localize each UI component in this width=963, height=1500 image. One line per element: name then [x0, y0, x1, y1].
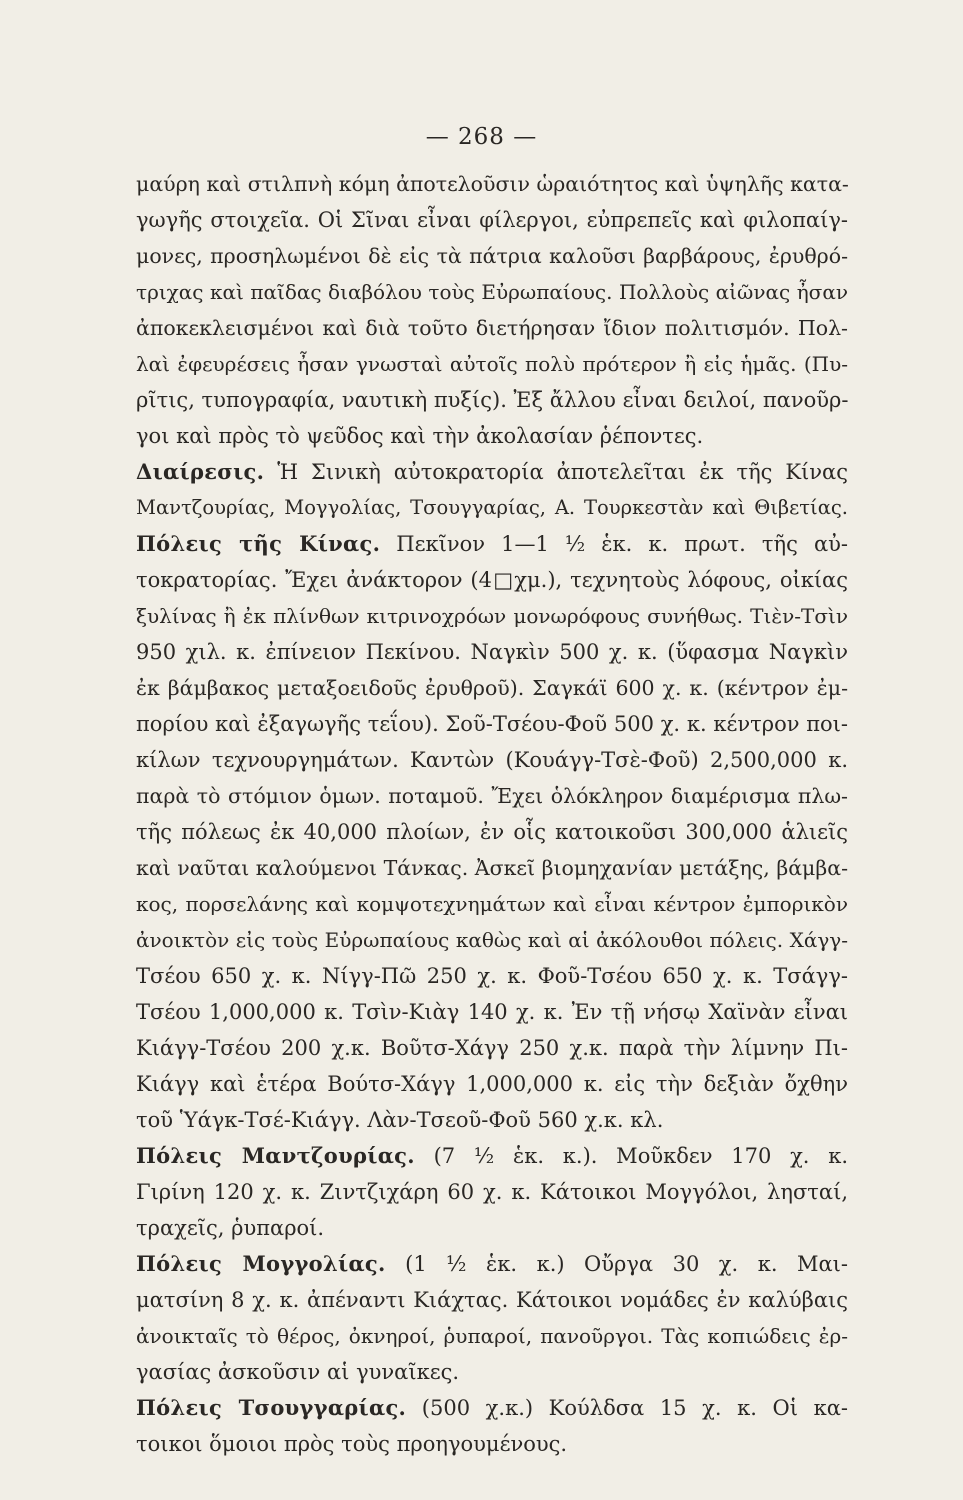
text-line [136, 238, 848, 274]
text-line [136, 1138, 848, 1174]
text-run: 950 χιλ. κ. ἐπίνειον Πεκίνου. Ναγκὶν 500 χ. κ. (ὕφασμα Ναγκὶν [136, 640, 848, 664]
section-heading: Πόλεις Μαντζουρίας. [136, 1143, 415, 1168]
text-run: ἀνοικτὸν εἰς τοὺς Εὐρωπαίους καθὼς καὶ αἱ ἀκόλουθοι πόλεις. Χάγγ- [136, 928, 848, 952]
text-run: Τσέου 650 χ. κ. Νίγγ-Πῶ 250 χ. κ. Φοῦ-Τσέου 650 χ. κ. Τσάγγ- [136, 964, 848, 988]
text-run: τριχας καὶ παῖδας διαβόλου τοὺς Εὐρωπαίους. Πολλοὺς αἰῶνας ἦσαν [136, 280, 848, 304]
text-run: λαὶ ἐφευρέσεις ἦσαν γνωσταὶ αὐτοῖς πολὺ πρότερον ἢ εἰς ἡμᾶς. (Πυ- [136, 352, 848, 376]
text-line [136, 922, 848, 958]
text-line [136, 634, 848, 670]
text-run: (500 χ.κ.) Κούλδσα 15 χ. κ. Οἱ κα- [406, 1396, 849, 1420]
text-run: ἐκ βάμβακος μεταξοειδοῦς ἐρυθροῦ). Σαγκάϊ 600 χ. κ. (κέντρον ἐμ- [136, 676, 848, 700]
text-run: τοκρατορίας. Ἔχει ἀνάκτορον (4□χμ.), τεχνητοὺς λόφους, οἰκίας [136, 568, 848, 592]
section-heading: Πόλεις τῆς Κίνας. [136, 531, 381, 556]
text-line [136, 562, 848, 598]
text-line [136, 274, 848, 310]
text-line [136, 994, 848, 1030]
text-line [136, 742, 848, 778]
text-run: Ἡ Σινικὴ αὐτοκρατορία ἀποτελεῖται ἐκ τῆς Κίνας [264, 460, 848, 484]
text-run: πορίου καὶ ἐξαγωγῆς τεΐου). Σοῦ-Τσέου-Φοῦ 500 χ. κ. κέντρον ποι- [136, 712, 848, 736]
text-run: (1 ½ ἑκ. κ.) Οὔργα 30 χ. κ. Μαι- [385, 1252, 848, 1276]
section-heading: Διαίρεσις. [136, 459, 265, 484]
text-line [136, 670, 848, 706]
text-line [136, 202, 848, 238]
text-run: γωγῆς στοιχεῖα. Οἱ Σῖναι εἶναι φίλεργοι, εὐπρεπεῖς καὶ φιλοπαίγ- [136, 208, 848, 232]
text-line [136, 166, 848, 202]
text-run: τοῦ Ὑάγκ-Τσέ-Κιάγγ. Λὰν-Τσεοῦ-Φοῦ 560 χ.κ. κλ. [136, 1108, 664, 1132]
text-line [136, 418, 848, 454]
text-run: Τσέου 1,000,000 κ. Τσὶν-Κιὰγ 140 χ. κ. Ἐν τῇ νήσῳ Χαϊνὰν εἶναι [136, 1000, 848, 1024]
text-line [136, 1102, 848, 1138]
text-run: Κιάγγ καὶ ἑτέρα Βούτσ-Χάγγ 1,000,000 κ. εἰς τὴν δεξιὰν ὄχθην [136, 1072, 848, 1096]
text-line [136, 346, 848, 382]
text-line [136, 1318, 848, 1354]
text-line [136, 814, 848, 850]
text-run: τοικοι ὅμοιοι πρὸς τοὺς προηγουμένους. [136, 1432, 568, 1456]
text-line [136, 958, 848, 994]
text-line [136, 490, 848, 526]
text-run: ξυλίνας ἢ ἐκ πλίνθων κιτρινοχρόων μονωρόφους συνήθως. Τιὲν-Τσὶν [136, 604, 848, 628]
section-heading: Πόλεις Μογγολίας. [136, 1251, 386, 1276]
section-heading: Πόλεις Τσουγγαρίας. [136, 1395, 407, 1420]
text-line [136, 1030, 848, 1066]
text-line [136, 1174, 848, 1210]
page-number: — 268 — [425, 124, 538, 150]
text-run: ἀνοικταῖς τὸ θέρος, ὀκνηροί, ῥυπαροί, πανοῦργοι. Τὰς κοπιώδεις ἐρ- [136, 1324, 848, 1348]
text-line [136, 310, 848, 346]
text-run: κος, πορσελάνης καὶ κομψοτεχνημάτων καὶ εἶναι κέντρον ἐμπορικὸν [136, 892, 848, 916]
text-line [136, 850, 848, 886]
text-line [136, 1390, 848, 1426]
text-line [136, 1282, 848, 1318]
text-run: τραχεῖς, ῥυπαροί. [136, 1216, 325, 1240]
text-line [136, 706, 848, 742]
text-run: κίλων τεχνουργημάτων. Καντὼν (Κουάγγ-Τσὲ-Φοῦ) 2,500,000 κ. [136, 748, 848, 772]
text-run: γοι καὶ πρὸς τὸ ψεῦδος καὶ τὴν ἀκολασίαν ῥέποντες. [136, 424, 704, 448]
text-run: Μαντζουρίας, Μογγολίας, Τσουγγαρίας, Α. Τουρκεστὰν καὶ Θιβετίας. [136, 496, 848, 519]
text-run: ματσίνη 8 χ. κ. ἀπέναντι Κιάχτας. Κάτοικοι νομάδες ἐν καλύβαις [136, 1288, 848, 1312]
text-line [136, 382, 848, 418]
text-line [136, 778, 848, 814]
text-run: καὶ ναῦται καλούμενοι Τάνκας. Ἀσκεῖ βιομηχανίαν μετάξης, βάμβα- [136, 856, 848, 880]
text-line [136, 886, 848, 922]
text-run: Γιρίνη 120 χ. κ. Ζιντζιχάρη 60 χ. κ. Κάτοικοι Μογγόλοι, λησταί, [136, 1180, 848, 1204]
text-run: γασίας ἀσκοῦσιν αἱ γυναῖκες. [136, 1360, 460, 1384]
text-run: τῆς πόλεως ἐκ 40,000 πλοίων, ἐν οἷς κατοικοῦσι 300,000 ἁλιεῖς [136, 820, 848, 844]
text-run: μονες, προσηλωμένοι δὲ εἰς τὰ πάτρια καλοῦσι βαρβάρους, ἐρυθρό- [136, 244, 848, 268]
text-line [136, 1066, 848, 1102]
text-line [136, 1426, 848, 1462]
text-run: ἀποκεκλεισμένοι καὶ διὰ τοῦτο διετήρησαν ἴδιον πολιτισμόν. Πολ- [136, 316, 848, 340]
text-line [136, 454, 848, 490]
text-line [136, 1246, 848, 1282]
text-line [136, 1354, 848, 1390]
text-run: παρὰ τὸ στόμιον ὁμων. ποταμοῦ. Ἔχει ὁλόκληρον διαμέρισμα πλω- [136, 784, 848, 808]
text-line [136, 598, 848, 634]
text-run: ρῖτις, τυπογραφία, ναυτικὴ πυξίς). Ἐξ ἄλλου εἶναι δειλοί, πανοῦρ- [136, 388, 849, 412]
text-line [136, 526, 848, 562]
text-run: (7 ½ ἑκ. κ.). Μοῦκδεν 170 χ. κ. [414, 1144, 849, 1168]
body-text [136, 166, 848, 1462]
text-run: Πεκῖνον 1—1 ½ ἑκ. κ. πρωτ. τῆς αὐ- [380, 532, 848, 556]
text-run: μαύρη καὶ στιλπνὴ κόμη ἀποτελοῦσιν ὡραιότητος καὶ ὑψηλῆς κατα- [136, 172, 849, 196]
text-line [136, 1210, 848, 1246]
text-run: Κιάγγ-Τσέου 200 χ.κ. Βοῦτσ-Χάγγ 250 χ.κ. παρὰ τὴν λίμνην Πι- [136, 1036, 848, 1060]
